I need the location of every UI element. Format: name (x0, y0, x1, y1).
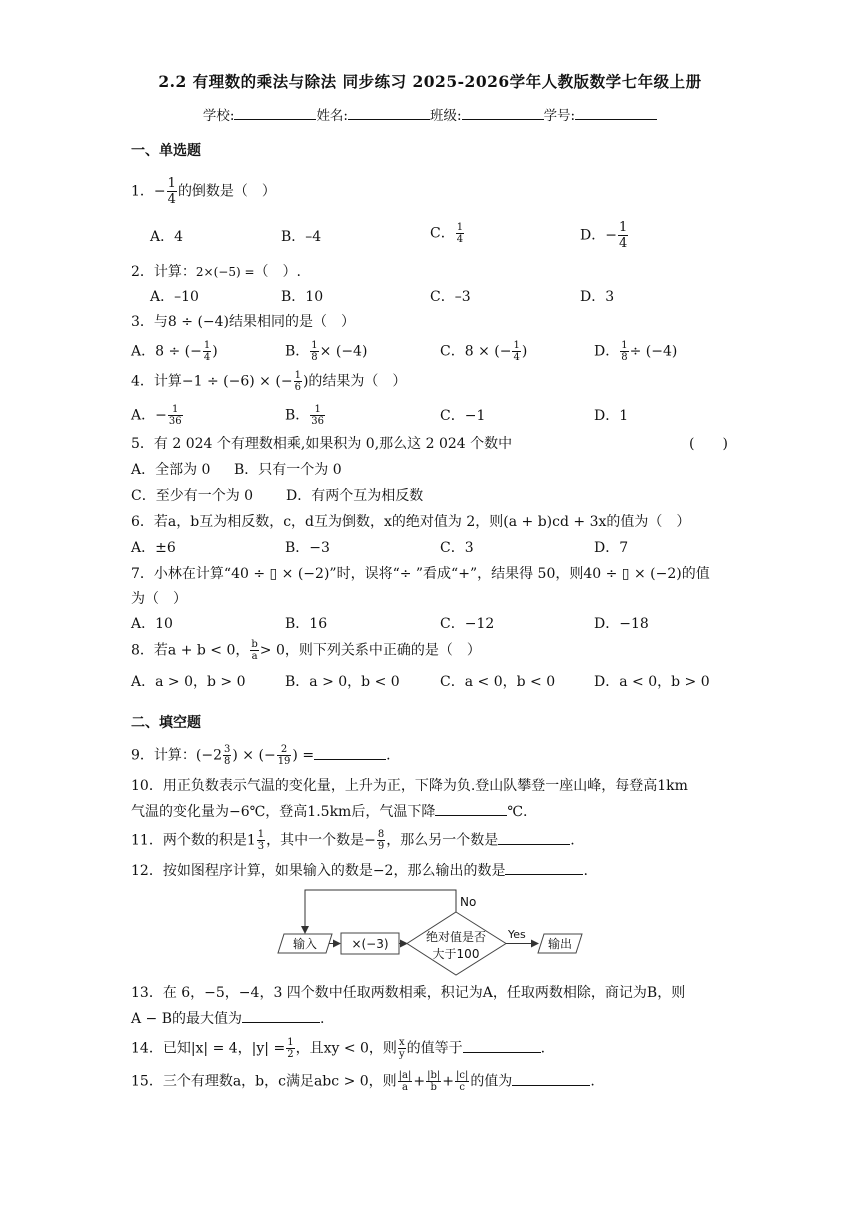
mixed-fraction (257, 829, 265, 852)
question-3-stem: 3．与8 ÷ (−4)结果相同的是（ ） (131, 314, 356, 330)
question-13-line1: 13．在 6，−5，−4，3 四个数中任取两数相乘，积记为A，任取两数相除，商记为B，则 (131, 985, 686, 1001)
denominator: 19 (277, 756, 291, 767)
question-8-option-c[interactable]: C．a < 0，b < 0 (440, 674, 556, 690)
id-blank (575, 107, 657, 120)
question-8-option-b[interactable]: B．a > 0，b < 0 (285, 674, 400, 690)
option-text: ) (521, 343, 528, 360)
answer-blank[interactable] (314, 747, 386, 760)
page-title: 2.2 有理数的乘法与除法 同步练习 2025-2026学年人教版数学七年级上册 (158, 72, 702, 91)
question-6-option-c[interactable]: C．3 (440, 540, 474, 556)
question-1-option-c[interactable] (430, 222, 465, 245)
question-12-stem (131, 860, 588, 882)
numerator: b (251, 639, 258, 650)
question-2-option-a[interactable]: A．–10 (150, 289, 199, 305)
fraction (455, 1070, 469, 1093)
program-flowchart (270, 884, 600, 976)
numerator: 1 (287, 1037, 294, 1048)
question-3-option-b[interactable] (285, 340, 367, 363)
condition-line2: 大于100 (432, 947, 480, 961)
numerator: 1 (311, 340, 318, 351)
numerator: 1 (294, 370, 301, 381)
fraction (310, 340, 318, 363)
question-text: 4．计算−1 ÷ (−6) × (− (131, 373, 293, 390)
denominator: 9 (377, 841, 385, 852)
question-11 (131, 829, 575, 852)
question-text: 2．计算： (131, 264, 196, 280)
question-8-option-a[interactable]: A．a > 0，b > 0 (131, 674, 246, 690)
fraction (398, 1037, 406, 1060)
fraction (620, 340, 628, 363)
operation-label: ×(−3) (351, 937, 389, 951)
question-10-line1: 10．用正负数表示气温的变化量，上升为正，下降为负.登山队攀登一座山峰，每登高1km (131, 778, 688, 794)
question-text: 12．按如图程序计算，如果输入的数是−2，那么输出的数是 (131, 863, 506, 879)
option-label: C． (430, 225, 455, 242)
denominator: 2 (287, 1049, 294, 1060)
denominator: 36 (311, 416, 325, 427)
question-13-line2 (131, 1008, 324, 1030)
period: . (320, 1011, 325, 1027)
question-15 (131, 1070, 595, 1093)
denominator: 4 (456, 234, 464, 245)
school-blank (234, 107, 316, 120)
question-2-option-d[interactable]: D．3 (580, 289, 615, 305)
question-3-option-c[interactable] (440, 340, 527, 363)
option-label: D． (580, 227, 606, 244)
question-3-option-d[interactable] (594, 340, 677, 363)
answer-blank[interactable] (505, 862, 583, 875)
question-text: 8．若a + b < 0， (131, 642, 250, 659)
answer-blank[interactable] (435, 803, 507, 816)
question-text: ，其中一个数是− (266, 832, 376, 849)
question-text: A − B的最大值为 (131, 1011, 243, 1027)
numerator: |b| (427, 1070, 441, 1081)
numerator: 2 (277, 744, 292, 756)
denominator: 8 (224, 756, 231, 767)
denominator: 4 (513, 352, 520, 363)
question-text: 15．三个有理数a，b，c满足abc > 0，则 (131, 1073, 397, 1090)
question-8-stem (131, 639, 481, 662)
question-7-stem-line1: 7．小林在计算“40 ÷ ▯ × (−2)”时，误将“÷ ”看成“+”，结果得 50，则40 ÷ ▯ × (−2)的值 (131, 566, 710, 582)
fraction (377, 829, 385, 852)
period: . (386, 747, 391, 764)
question-4-option-b[interactable] (285, 404, 326, 427)
plus-sign: + (413, 1073, 426, 1090)
numerator: 1 (456, 222, 464, 233)
question-2-option-b[interactable]: B．10 (281, 289, 324, 305)
denominator: 36 (168, 416, 182, 427)
id-label: 学号: (543, 108, 576, 124)
mixed-fraction (223, 744, 231, 767)
question-text: ) = (292, 747, 315, 764)
denominator: 4 (618, 236, 628, 251)
answer-blank[interactable] (463, 1040, 541, 1053)
option-text: C．8 × (− (440, 343, 512, 360)
denominator: c (459, 1082, 465, 1093)
fraction (456, 222, 464, 245)
question-1-option-d[interactable] (580, 220, 629, 251)
period: . (583, 863, 588, 879)
question-5-option-d[interactable]: D．有两个互为相反数 (286, 488, 424, 504)
denominator: 6 (294, 382, 301, 393)
question-4-option-d[interactable]: D．1 (594, 408, 629, 424)
question-text: 的值为 (470, 1073, 513, 1090)
question-7-option-c[interactable]: C．−12 (440, 616, 495, 632)
period: . (570, 832, 575, 849)
denominator: 4 (203, 352, 211, 363)
question-8-option-d[interactable]: D．a < 0，b > 0 (594, 674, 710, 690)
question-1-option-b[interactable]: B．–4 (281, 229, 322, 245)
class-label: 班级: (430, 108, 462, 124)
numerator: 1 (203, 340, 211, 351)
question-text: （ ）. (254, 264, 301, 280)
question-7-option-d[interactable]: D．−18 (594, 616, 649, 632)
question-text: 14．已知|x| = 4，|y| = (131, 1040, 286, 1057)
no-label: No (460, 895, 477, 909)
fraction (277, 744, 292, 767)
question-6-option-b[interactable]: B．−3 (285, 540, 330, 556)
numerator: 1 (618, 220, 628, 235)
question-text: 的倒数是（ ） (177, 183, 276, 200)
math-expression: 2×(−5) = (195, 265, 255, 279)
numerator: |a| (398, 1070, 412, 1081)
fraction (310, 404, 325, 427)
name-blank (348, 107, 430, 120)
denominator: b (430, 1082, 437, 1093)
numerator: 1 (167, 176, 176, 191)
yes-label: Yes (508, 928, 526, 941)
answer-blank[interactable] (512, 1073, 590, 1086)
class-blank (462, 107, 544, 120)
numerator: 1 (621, 340, 628, 351)
minus-sign: − (605, 227, 617, 244)
question-10-line2 (131, 801, 527, 823)
question-7-stem-line2: 为（ ） (131, 591, 187, 607)
question-1-option-a[interactable]: A．4 (150, 229, 184, 245)
question-text: )的结果为（ ） (302, 373, 407, 390)
question-5-option-a[interactable]: A．全部为 0 (131, 462, 211, 478)
answer-blank[interactable] (498, 832, 570, 845)
period: . (590, 1073, 595, 1090)
option-text: B． (285, 407, 310, 424)
option-text: A．8 ÷ (− (131, 343, 202, 360)
fraction (286, 1037, 294, 1060)
numerator: 1 (310, 404, 325, 416)
input-label: 输入 (292, 937, 318, 951)
question-1-stem (131, 176, 276, 207)
section-title-single-choice: 一、单选题 (131, 143, 201, 159)
question-6-option-d[interactable]: D．7 (594, 540, 629, 556)
plus-sign: + (442, 1073, 454, 1090)
name-label: 姓名: (316, 108, 348, 124)
question-3-option-a[interactable] (131, 340, 218, 363)
denominator: y (398, 1049, 405, 1060)
question-14 (131, 1037, 545, 1060)
fraction (426, 1070, 441, 1093)
question-5-stem: 5．有 2 024 个有理数相乘,如果积为 0,那么这 2 024 个数中 (131, 436, 513, 452)
student-info-line (0, 104, 860, 124)
option-text: B． (285, 343, 310, 360)
numerator: 3 (224, 744, 231, 755)
section-title-fill-in: 二、填空题 (131, 715, 201, 731)
question-text: ) × (− (232, 747, 276, 764)
denominator: 8 (621, 352, 628, 363)
output-label: 输出 (547, 937, 573, 951)
numerator: 1 (168, 404, 183, 416)
question-5-option-c[interactable]: C．至少有一个为 0 (131, 488, 254, 504)
option-text: A．− (131, 407, 167, 424)
numerator: 1 (257, 829, 265, 840)
question-7-option-a[interactable]: A．10 (131, 616, 173, 632)
denominator: a (251, 651, 258, 662)
option-text: × (−4) (319, 343, 368, 360)
condition-line1: 绝对值是否 (425, 930, 487, 944)
fraction (168, 404, 183, 427)
answer-parentheses: ( ) (689, 436, 728, 452)
question-4-option-c[interactable]: C．−1 (440, 408, 486, 424)
fraction (398, 1070, 413, 1093)
option-text: D． (594, 343, 620, 360)
denominator: a (402, 1082, 408, 1093)
numerator: |c| (455, 1070, 469, 1081)
question-text: 11．两个数的积是1 (131, 832, 256, 849)
denominator: 3 (257, 841, 265, 852)
question-text: 气温的变化量为−6℃，登高1.5km后，气温下降 (131, 804, 436, 820)
question-2-option-c[interactable]: C．–3 (430, 289, 471, 305)
period: . (540, 1040, 546, 1057)
school-label: 学校: (202, 108, 235, 124)
numerator: 1 (513, 340, 520, 351)
fraction (512, 340, 520, 363)
question-4-stem (131, 370, 406, 393)
question-text: 的值等于 (406, 1040, 463, 1057)
fraction (167, 176, 177, 207)
question-2-stem (131, 261, 301, 283)
option-text: ) (212, 343, 218, 360)
question-5-option-b[interactable]: B．只有一个为 0 (234, 462, 342, 478)
question-6-option-a[interactable]: A．±6 (131, 540, 176, 556)
question-9 (131, 744, 391, 767)
question-text: ，那么另一个数是 (386, 832, 499, 849)
question-text: ℃. (507, 804, 528, 820)
fraction (618, 220, 628, 251)
fraction (250, 639, 258, 662)
option-text: ÷ (−4) (629, 343, 678, 360)
numerator: 8 (377, 829, 385, 840)
question-4-option-a[interactable] (131, 404, 184, 427)
numerator: x (398, 1037, 405, 1048)
answer-blank[interactable] (242, 1010, 320, 1023)
denominator: 8 (311, 352, 318, 363)
question-text: ，且xy < 0，则 (295, 1040, 397, 1057)
denominator: 4 (167, 192, 176, 207)
question-6-stem: 6．若a，b互为相反数，c，d互为倒数，x的绝对值为 2，则(a + b)cd + 3x的值为（ ） (131, 514, 691, 530)
question-text: > 0，则下列关系中正确的是（ ） (259, 642, 481, 659)
fraction (203, 340, 211, 363)
question-number: 1． (131, 183, 154, 200)
fraction (294, 370, 302, 393)
question-7-option-b[interactable]: B．16 (285, 616, 328, 632)
minus-sign: − (153, 183, 166, 200)
question-text: 9．计算：(−2 (131, 747, 223, 764)
